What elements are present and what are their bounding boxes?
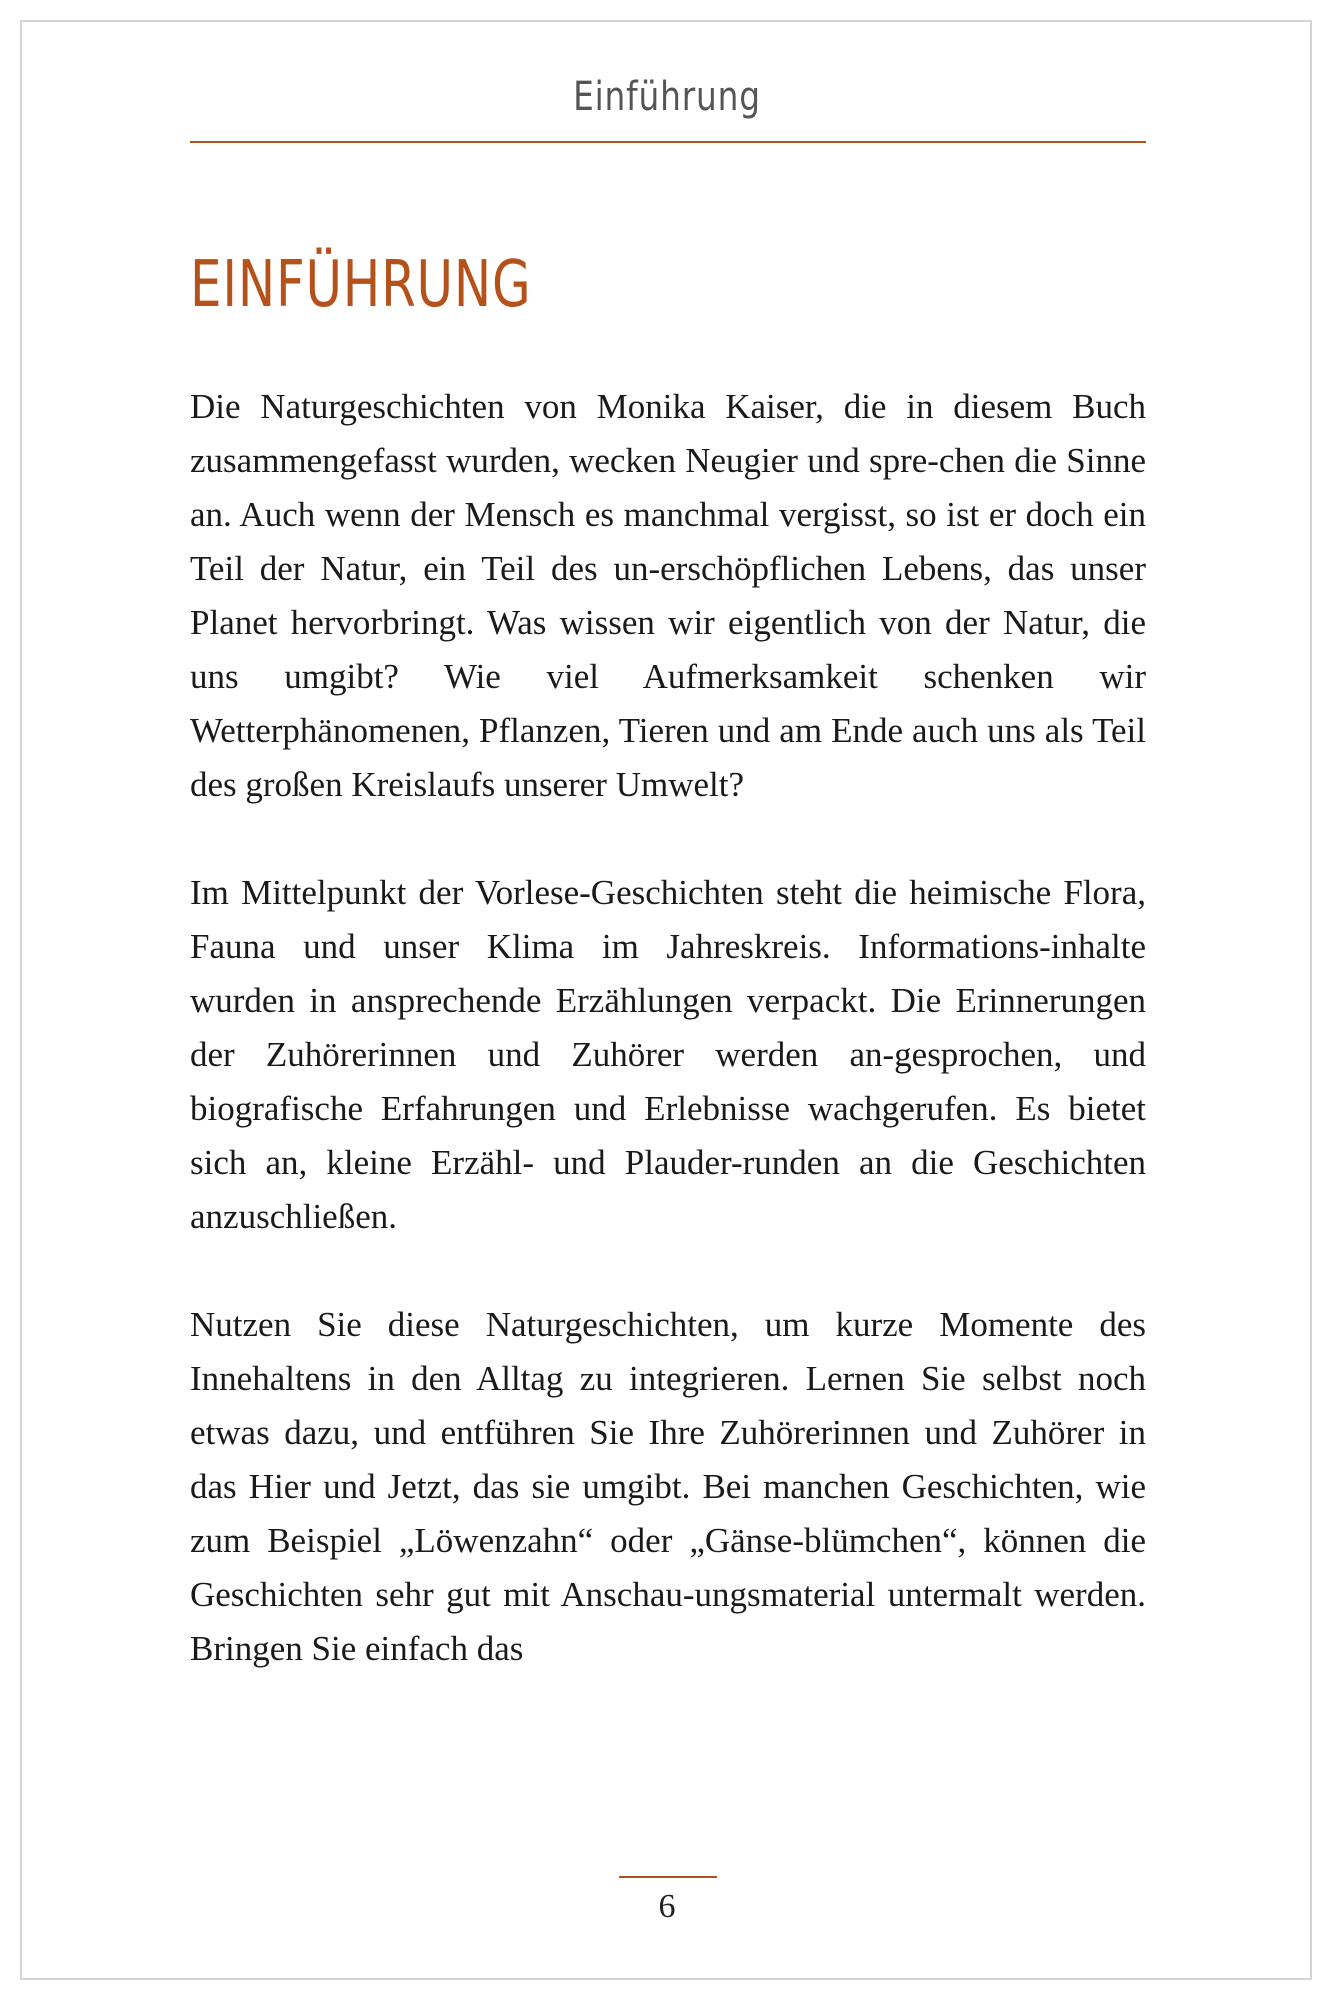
paragraph-3: Nutzen Sie diese Naturgeschichten, um kurze Momente des Innehaltens in den Alltag zu integrieren. Lernen Sie selbst noch etwas dazu, und entführen Sie Ihre Zuhörerinnen und Zuhörer in das Hier und Jetzt, das sie umgibt. Bei manchen Geschichten, wie zum Beispiel „Löwenzahn“ oder „Gänse-blümchen“, können die Geschichten sehr gut mit Anschau-ungsmaterial untermalt werden. Bringen Sie einfach das [190,1305,1146,1668]
page-number: 6 [658,1888,676,1925]
header-rule [190,141,1146,143]
footer-rule [619,1876,717,1878]
running-header: Einführung [573,74,761,120]
paragraph-2: Im Mittelpunkt der Vorlese-Geschichten steht die heimische Flora, Fauna und unser Klima im Jahreskreis. Informations-inhalte wurden in ansprechende Erzählungen verpackt. Die Erinnerungen der Zuhörerinnen und Zuhörer werden an-gesprochen, und biografische Erfahrungen und Erlebnisse wachgerufen. Es bietet sich an, kleine Erzähl- und Plauder-runden an die Geschichten anzuschließen. [190,873,1146,1236]
body-text [190,380,1146,1730]
chapter-title: EINFÜHRUNG [190,248,532,322]
paragraph-1: Die Naturgeschichten von Monika Kaiser, die in diesem Buch zusammengefasst wurden, wecken Neugier und spre-chen die Sinne an. Auch wenn der Mensch es manchmal vergisst, so ist er doch ein Teil der Natur, ein Teil des un-erschöpflichen Lebens, das unser Planet hervorbringt. Was wissen wir eigentlich von der Natur, die uns umgibt? Wie viel Aufmerksamkeit schenken wir Wetterphänomenen, Pflanzen, Tieren und am Ende auch uns als Teil des großen Kreislaufs unserer Umwelt? [190,387,1146,804]
